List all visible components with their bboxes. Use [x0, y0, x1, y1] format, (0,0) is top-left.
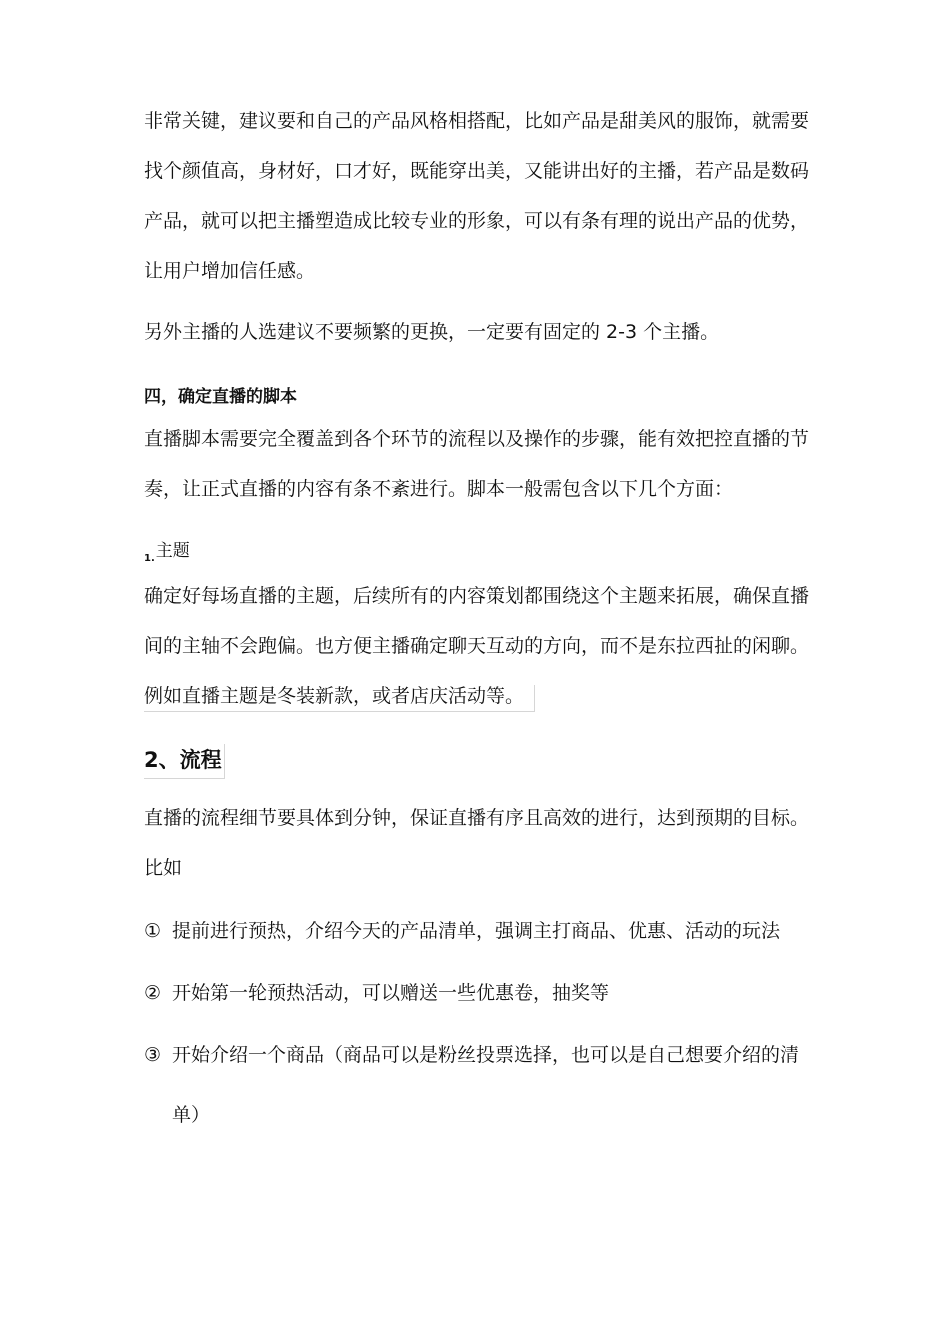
section-heading-script: 四，确定直播的脚本 — [144, 387, 297, 407]
section-heading-process: 2、流程 — [144, 744, 225, 779]
paragraph-process — [144, 793, 824, 893]
text-line: 比如 — [144, 857, 183, 879]
text-line: 直播脚本需要完全覆盖到各个环节的流程以及操作的步骤，能有效把控直播的节 — [144, 428, 810, 450]
list-item-text: 提前进行预热，介绍今天的产品清单，强调主打商品、优惠、活动的玩法 — [172, 920, 781, 942]
text-line: 产品，就可以把主播塑造成比较专业的形象，可以有条有理的说出产品的优势， — [144, 210, 810, 232]
text-line: 例如直播主题是冬装新款，或者店庆活动等。 — [144, 685, 535, 712]
text-line: 奏，让正式直播的内容有条不紊进行。脚本一般需包含以下几个方面： — [144, 478, 734, 500]
paragraph-host-count — [144, 307, 824, 357]
text-line: 确定好每场直播的主题，后续所有的内容策划都围绕这个主题来拓展，确保直播 — [144, 585, 810, 607]
text-line: 让用户增加信任感。 — [144, 260, 316, 282]
text-line: 非常关键，建议要和自己的产品风格相搭配，比如产品是甜美风的服饰，就需要 — [144, 110, 810, 132]
list-marker: ① — [144, 920, 162, 942]
text-line: 另外主播的人选建议不要频繁的更换，一定要有固定的 2-3 个主播。 — [144, 321, 720, 343]
list-item — [144, 901, 824, 961]
list-item-text: 单） — [172, 1104, 211, 1126]
list-marker: ③ — [144, 1044, 162, 1066]
list-item — [144, 963, 824, 1023]
list-item — [144, 1025, 824, 1145]
list-item-text: 开始介绍一个商品（商品可以是粉丝投票选择，也可以是自己想要介绍的清 — [172, 1044, 800, 1066]
paragraph-host-style — [144, 96, 824, 296]
text-line: 间的主轴不会跑偏。也方便主播确定聊天互动的方向，而不是东拉西扯的闲聊。 — [144, 635, 810, 657]
subheading-theme — [144, 536, 190, 564]
subheading-text: 主题 — [155, 541, 190, 561]
list-item-text: 开始第一轮预热活动，可以赠送一些优惠卷，抽奖等 — [172, 982, 610, 1004]
subheading-number: 1. — [144, 553, 155, 564]
list-marker: ② — [144, 982, 162, 1004]
text-line: 找个颜值高，身材好，口才好，既能穿出美，又能讲出好的主播，若产品是数码 — [144, 160, 810, 182]
paragraph-theme — [144, 571, 824, 721]
text-line: 直播的流程细节要具体到分钟，保证直播有序且高效的进行，达到预期的目标。 — [144, 807, 810, 829]
paragraph-script-intro — [144, 414, 824, 514]
